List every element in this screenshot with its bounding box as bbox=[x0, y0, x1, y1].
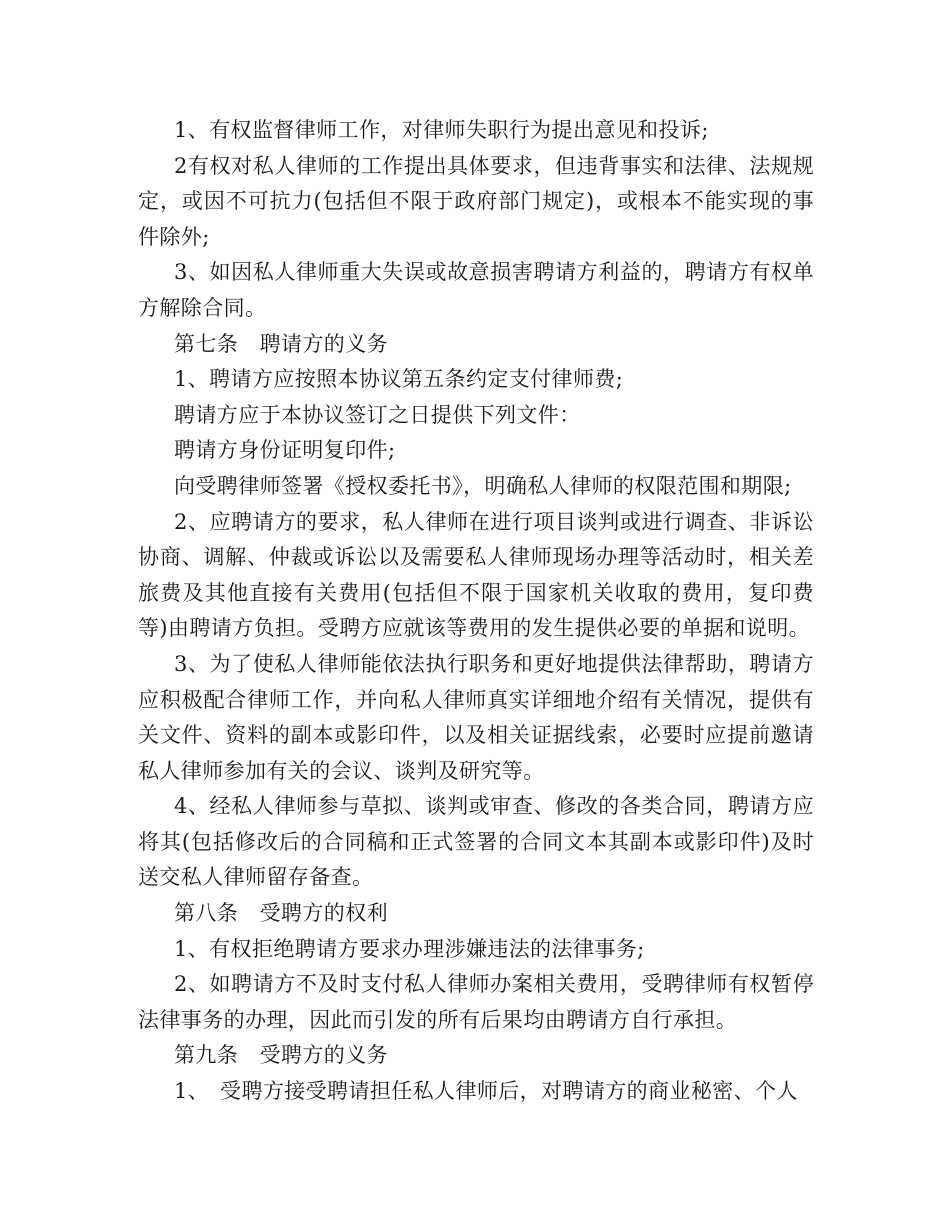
section-heading: 第九条 受聘方的义务 bbox=[174, 1043, 388, 1068]
paragraph: 聘请方身份证明复印件; bbox=[174, 438, 396, 463]
paragraph: 1、有权拒绝聘请方要求办理涉嫌违法的法律事务; bbox=[174, 936, 645, 961]
paragraph: 聘请方应于本协议签订之日提供下列文件： bbox=[174, 402, 581, 427]
section-heading: 第八条 受聘方的权利 bbox=[174, 901, 388, 926]
paragraph: 1、有权监督律师工作，对律师失职行为提出意见和投诉; bbox=[174, 118, 709, 142]
paragraph: 1、聘请方应按照本协议第五条约定支付律师费; bbox=[174, 367, 624, 392]
paragraph: 向受聘律师签署《授权委托书》，明确私人律师的权限范围和期限; bbox=[174, 473, 792, 498]
paragraph: 3、如因私人律师重大失误或故意损害聘请方利益的，聘请方有权单方解除合同。 bbox=[138, 260, 814, 320]
section-heading: 第七条 聘请方的义务 bbox=[174, 331, 388, 356]
paragraph: 2、应聘请方的要求，私人律师在进行项目谈判或进行调查、非诉讼协商、调解、仲裁或诉讼以及需要私人律师现场办理等活动时，相关差旅费及其他直接有关费用(包括但不限于国家机关收取的费用，复印费等)由聘请方负担。受聘方应就该等费用的发生提供必要的单据和说明。 bbox=[138, 509, 814, 641]
paragraph: 1、 受聘方接受聘请担任私人律师后，对聘请方的商业秘密、个人 bbox=[174, 1079, 798, 1104]
paragraph: 2、如聘请方不及时支付私人律师办案相关费用，受聘律师有权暂停法律事务的办理，因此而引发的所有后果均由聘请方自行承担。 bbox=[138, 972, 814, 1032]
document-body bbox=[138, 113, 814, 1110]
paragraph: 3、为了使私人律师能依法执行职务和更好地提供法律帮助，聘请方应积极配合律师工作，并向私人律师真实详细地介绍有关情况，提供有关文件、资料的副本或影印件，以及相关证据线索，必要时应提前邀请私人律师参加有关的会议、谈判及研究等。 bbox=[138, 651, 814, 783]
paragraph: 4、经私人律师参与草拟、谈判或审查、修改的各类合同，聘请方应将其(包括修改后的合同稿和正式签署的合同文本其副本或影印件)及时送交私人律师留存备查。 bbox=[138, 794, 814, 890]
paragraph: 2有权对私人律师的工作提出具体要求，但违背事实和法律、法规规定，或因不可抗力(包括但不限于政府部门规定)，或根本不能实现的事件除外; bbox=[138, 153, 814, 249]
